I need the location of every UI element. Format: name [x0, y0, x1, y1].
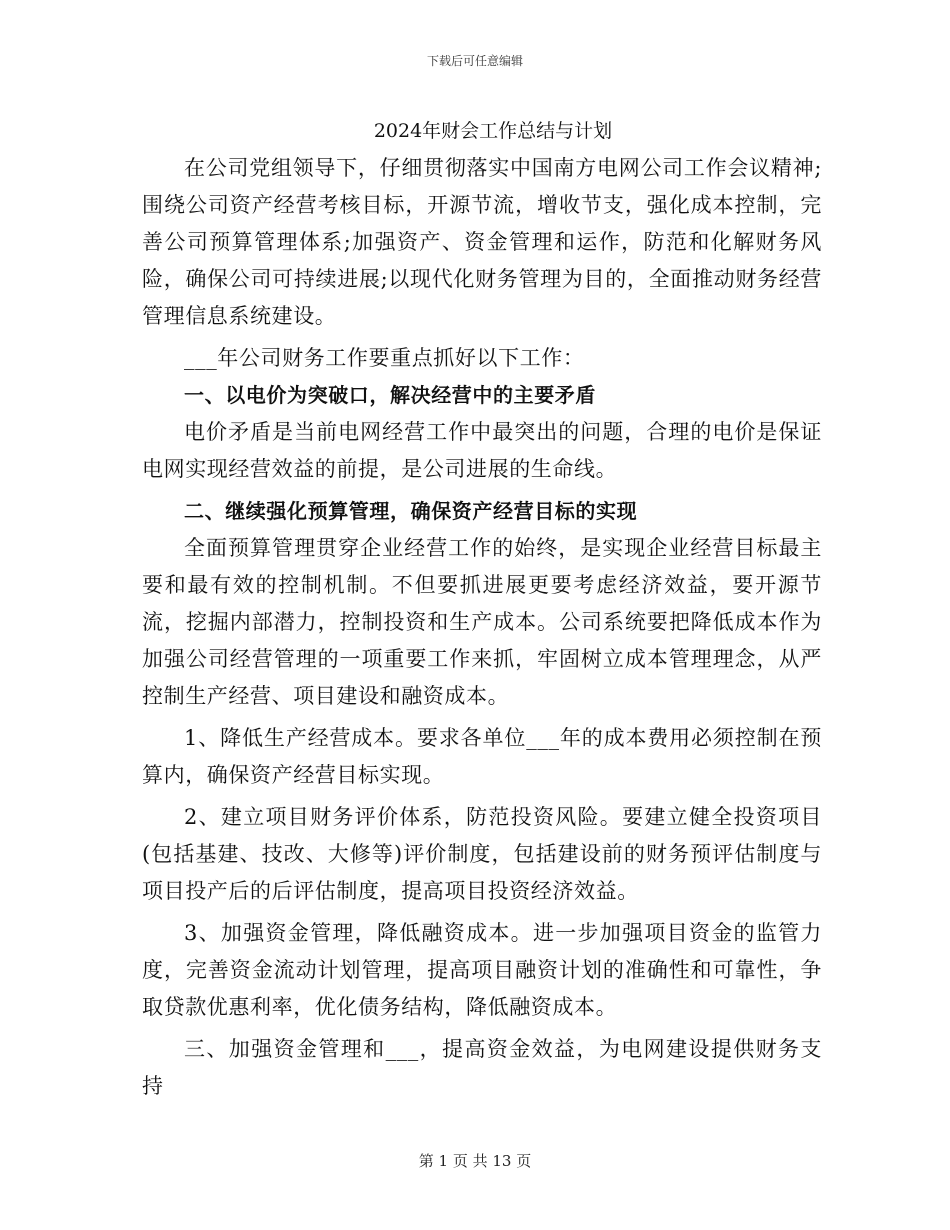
paragraph-electricity-price: 电价矛盾是当前电网经营工作中最突出的问题，合理的电价是保证电网实现经营效益的前提，是公司进展的生命线。	[142, 420, 822, 481]
header-note: 下载后可任意编辑	[426, 54, 523, 68]
paragraph-key-work: ___年公司财务工作要重点抓好以下工作：	[184, 346, 585, 370]
section-heading-3: 三、加强资金管理和___，提高资金效益，为电网建设提供财务支持	[142, 1037, 822, 1098]
paragraph-item-3: 3、加强资金管理，降低融资成本。进一步加强项目资金的监管力度，完善资金流动计划管理，提高项目融资计划的准确性和可靠性，争取贷款优惠利率，优化债务结构，降低融资成本。	[142, 921, 822, 1019]
paragraph-item-2: 2、建立项目财务评价体系，防范投资风险。要建立健全投资项目(包括基建、技改、大修等)评价制度，包括建设前的财务预评估制度与项目投产后的后评估制度，提高项目投资经济效益。	[142, 805, 822, 903]
section-heading-1: 一、以电价为突破口，解决经营中的主要矛盾	[184, 383, 596, 407]
paragraph-intro: 在公司党组领导下，仔细贯彻落实中国南方电网公司工作会议精神;围绕公司资产经营考核目标，开源节流，增收节支，强化成本控制，完善公司预算管理体系;加强资产、资金管理和运作，防范和化解财务风险，确保公司可持续进展;以现代化财务管理为目的，全面推动财务经营管理信息系统建设。	[142, 156, 822, 328]
paragraph-item-1: 1、降低生产经营成本。要求各单位___年的成本费用必须控制在预算内，确保资产经营目标实现。	[142, 726, 822, 787]
document-body	[142, 112, 822, 1105]
section-heading-2: 二、继续强化预算管理，确保资产经营目标的实现	[184, 499, 638, 523]
page-number: 第 1 页 共 13 页	[418, 1152, 532, 1170]
paragraph-budget-management: 全面预算管理贯穿企业经营工作的始终，是实现企业经营目标最主要和最有效的控制机制。不但要抓进展更要考虑经济效益，要开源节流，挖掘内部潜力，控制投资和生产成本。公司系统要把降低成本作为加强公司经营管理的一项重要工作来抓，牢固树立成本管理理念，从严控制生产经营、项目建设和融资成本。	[142, 536, 822, 708]
document-title: 2024年财会工作总结与计划	[373, 120, 613, 142]
